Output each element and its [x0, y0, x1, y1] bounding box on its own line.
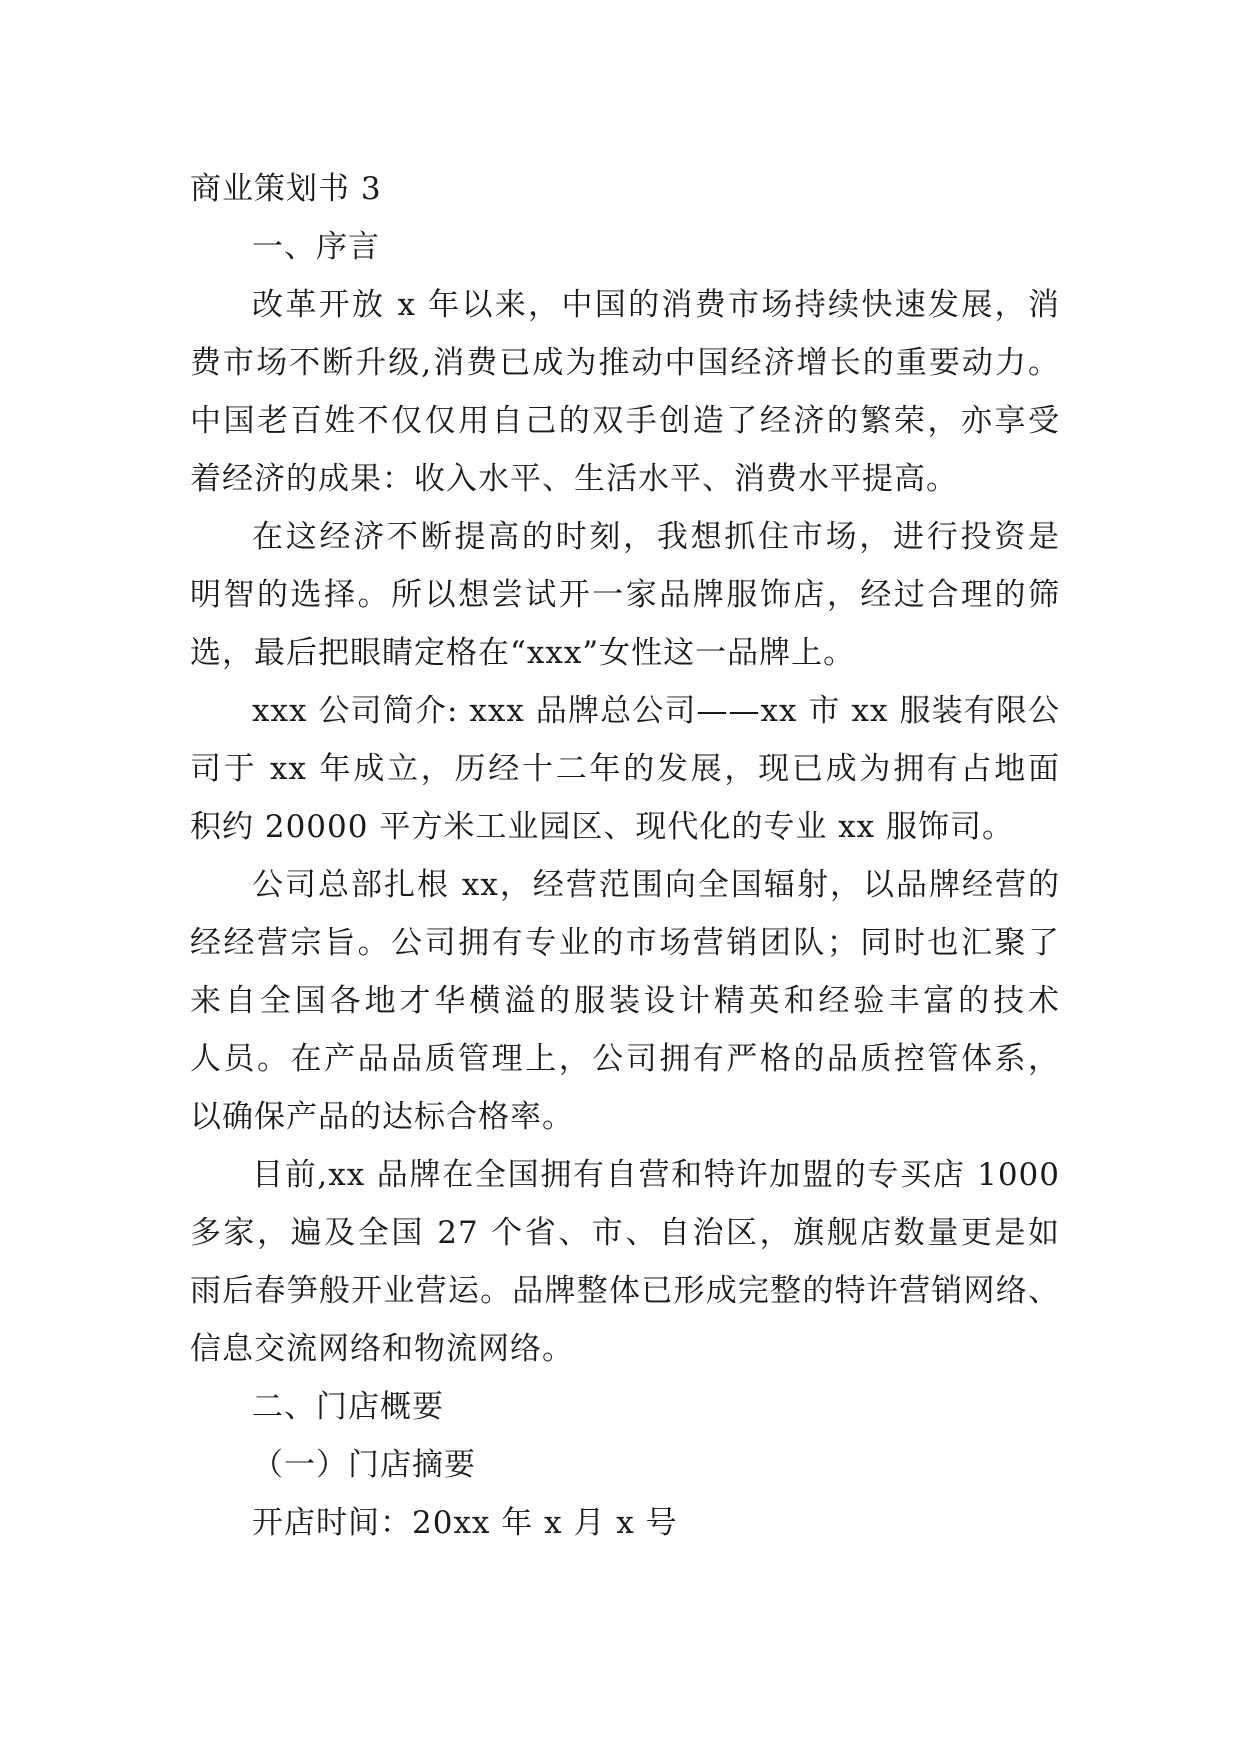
text-line: 多家，遍及全国 27 个省、市、自治区，旗舰店数量更是如	[190, 1215, 1060, 1251]
text-line: 改革开放 x 年以来，中国的消费市场持续快速发展，消	[252, 287, 1060, 323]
text-line: 人员。在产品品质管理上，公司拥有严格的品质控管体系，	[190, 1041, 1060, 1077]
text-line: 在这经济不断提高的时刻，我想抓住市场，进行投资是	[252, 519, 1060, 555]
text-line: 雨后春笋般开业营运。品牌整体已形成完整的特许营销网络、	[190, 1273, 1060, 1309]
text-line: 司于 xx 年成立，历经十二年的发展，现已成为拥有占地面	[190, 751, 1060, 787]
text-line: 明智的选择。所以想尝试开一家品牌服饰店，经过合理的筛	[190, 577, 1060, 613]
text-line: 经经营宗旨。公司拥有专业的市场营销团队；同时也汇聚了	[190, 925, 1060, 961]
text-line: 目前,xx 品牌在全国拥有自营和特许加盟的专买店 1000	[252, 1157, 1060, 1193]
text-line: 开店时间：20xx 年 x 月 x 号	[252, 1505, 678, 1541]
text-line: 二、门店概要	[252, 1389, 444, 1425]
text-line: 积约 20000 平方米工业园区、现代化的专业 xx 服饰司。	[190, 809, 1014, 845]
text-line: 着经济的成果：收入水平、生活水平、消费水平提高。	[190, 461, 958, 497]
text-line: 来自全国各地才华横溢的服装设计精英和经验丰富的技术	[190, 983, 1060, 1019]
text-line: 选，最后把眼睛定格在“xxx”女性这一品牌上。	[190, 635, 856, 671]
text-line: xxx 公司简介: xxx 品牌总公司——xx 市 xx 服装有限公	[252, 693, 1060, 729]
text-line: 信息交流网络和物流网络。	[190, 1331, 574, 1367]
paragraph-lines	[190, 218, 1060, 1552]
document-body	[190, 160, 1060, 1552]
text-line: 公司总部扎根 xx，经营范围向全国辐射，以品牌经营的	[252, 867, 1060, 903]
document-title: 商业策划书 3	[190, 171, 382, 207]
text-line: 一、序言	[252, 229, 380, 265]
text-line: 以确保产品的达标合格率。	[190, 1099, 574, 1135]
text-line: （一）门店摘要	[252, 1447, 476, 1483]
text-line: 中国老百姓不仅仅用自己的双手创造了经济的繁荣，亦享受	[190, 403, 1060, 439]
text-line: 费市场不断升级,消费已成为推动中国经济增长的重要动力。	[190, 345, 1060, 381]
